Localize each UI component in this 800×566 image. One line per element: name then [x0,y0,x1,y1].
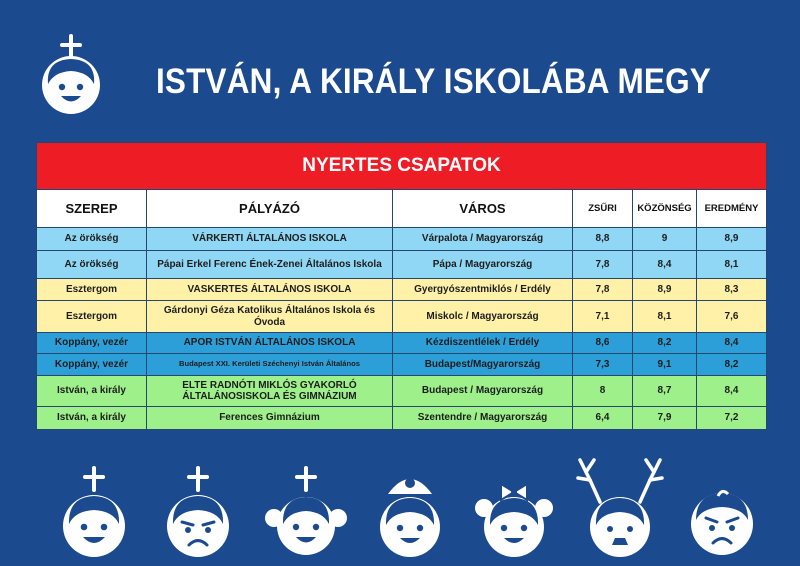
public-score-cell: 8,2 [633,333,697,354]
public-score-cell: 8,7 [633,376,697,407]
result-score-cell: 8,9 [697,228,767,251]
result-score-cell: 8,4 [697,376,767,407]
pigtails-face-icon [265,468,347,555]
applicant-cell: Gárdonyi Géza Katolikus Általános Iskola és Óvoda [147,301,393,333]
jury-score-cell: 7,1 [573,301,633,333]
result-score-cell: 8,3 [697,279,767,301]
worried-face-icon [691,491,753,555]
results-table [36,142,767,430]
column-header-role: SZEREP [37,190,147,228]
column-header-applicant: PÁLYÁZÓ [147,190,393,228]
role-cell: István, a király [37,376,147,407]
table-row [37,354,767,376]
city-cell: Kézdiszentlélek / Erdély [393,333,573,354]
result-score-cell: 7,6 [697,301,767,333]
table-row [37,333,767,354]
public-score-cell: 9,1 [633,354,697,376]
antlers-face-icon [578,460,662,557]
jury-score-cell: 8,6 [573,333,633,354]
table-row [37,301,767,333]
applicant-cell: VASKERTES ÁLTALÁNOS ISKOLA [147,279,393,301]
jury-score-cell: 8 [573,376,633,407]
result-score-cell: 8,1 [697,251,767,279]
applicant-cell: APOR ISTVÁN ÁLTALÁNOS ISKOLA [147,333,393,354]
result-score-cell: 8,4 [697,333,767,354]
jury-score-cell: 6,4 [573,407,633,430]
jury-score-cell: 7,8 [573,251,633,279]
role-cell: Koppány, vezér [37,354,147,376]
jury-score-cell: 7,8 [573,279,633,301]
city-cell: Gyergyószentmiklós / Erdély [393,279,573,301]
jury-score-cell: 7,3 [573,354,633,376]
sad-cross-face-icon [167,468,229,557]
role-cell: Esztergom [37,301,147,333]
bow-face-icon [475,484,553,557]
public-score-cell: 8,9 [633,279,697,301]
city-cell: Miskolc / Magyarország [393,301,573,333]
applicant-cell: ELTE RADNÓTI MIKLÓS GYAKORLÓ ÁLTALÁNOSISKOLA ÉS GIMNÁZIUM [147,376,393,407]
table-row [37,407,767,430]
city-cell: Szentendre / Magyarország [393,407,573,430]
city-cell: Pápa / Magyarország [393,251,573,279]
column-header-city: VÁROS [393,190,573,228]
result-score-cell: 7,2 [697,407,767,430]
table-row [37,279,767,301]
applicant-cell: VÁRKERTI ÁLTALÁNOS ISKOLA [147,228,393,251]
table-row [37,376,767,407]
column-header-result: EREDMÉNY [697,190,767,228]
role-cell: Az örökség [37,251,147,279]
crowned-face-icon [380,478,440,557]
table-row [37,251,767,279]
table-row [37,228,767,251]
jury-score-cell: 8,8 [573,228,633,251]
city-cell: Várpalota / Magyarország [393,228,573,251]
public-score-cell: 9 [633,228,697,251]
page-title: ISTVÁN, A KIRÁLY ISKOLÁBA MEGY [156,62,711,101]
city-cell: Budapest / Magyarország [393,376,573,407]
column-header-public: KÖZÖNSÉG [633,190,697,228]
role-cell: István, a király [37,407,147,430]
public-score-cell: 8,1 [633,301,697,333]
role-cell: Koppány, vezér [37,333,147,354]
character-faces-row [0,450,800,560]
istvan-face-icon [63,468,125,557]
applicant-cell: Budapest XXI. Kerületi Széchenyi István Általános [147,354,393,376]
result-score-cell: 8,2 [697,354,767,376]
applicant-cell: Pápai Erkel Ferenc Ének-Zenei Általános Iskola [147,251,393,279]
public-score-cell: 7,9 [633,407,697,430]
role-cell: Az örökség [37,228,147,251]
applicant-cell: Ferences Gimnázium [147,407,393,430]
city-cell: Budapest/Magyarország [393,354,573,376]
table-banner: NYERTES CSAPATOK [37,143,767,190]
public-score-cell: 8,4 [633,251,697,279]
istvan-face-icon [38,32,104,116]
column-header-jury: ZSŰRI [573,190,633,228]
role-cell: Esztergom [37,279,147,301]
